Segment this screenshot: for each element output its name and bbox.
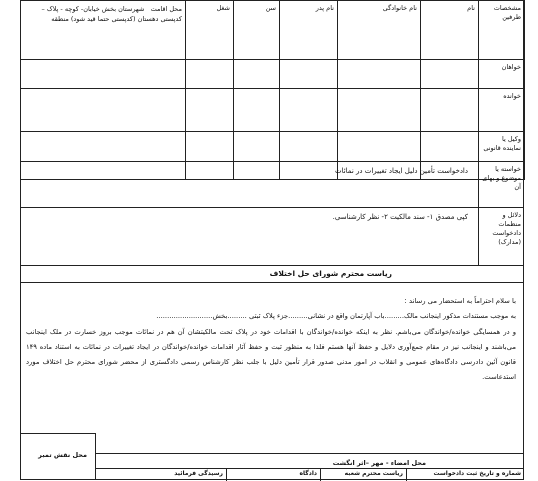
body-paragraph-1: به موجب مستندات مذکور اینجانب مالک.........باب آپارتمان واقع در نشانی.........جزء پلاک ثبتی .........بخش..........................: [156, 312, 516, 321]
evidence-value: کپی مصدق ۱- سند مالکیت ۲- نظر کارشناسی.: [332, 213, 468, 221]
footer-review: رسیدگی فرمائید: [174, 470, 223, 477]
page-title-box: [20, 265, 524, 283]
table-cell[interactable]: [338, 89, 421, 132]
body-paragraph-2: و در همسایگی خوانده/خواندگان می‌باشم. نظر به اینکه خوانده/خواندگان با اقدامات خود در پلاک تحت مالکیتشان آن هم در نمائات موجب بروز خسارت در ملک اینجانب می‌باشند و اینجانب نیز در مقام جمع‌آوری دلایل و حفظ آنها هستم فلذا به منظور ثبت و حفظ آثار اقدامات خوانده/خواندگان در ایجاد تغییرات در نمائات به استناد ماده ۱۴۹ قانون آئین دادرسی دادگاه‌های عمومی و انقلاب در امور مدنی صدور قرار تأمین دلیل با جلب نظر کارشناس رسمی دادگستری از محضر شورای محترم حل اختلاف مورد استدعاست.: [26, 327, 516, 382]
subject-section: [20, 161, 524, 207]
header-residence-label: محل اقامت: [150, 5, 182, 13]
petition-body: [26, 294, 516, 386]
table-cell[interactable]: [421, 89, 479, 132]
evidence-section: [20, 207, 524, 265]
table-cell[interactable]: [186, 60, 234, 89]
header-father: نام پدر: [280, 1, 338, 60]
table-cell[interactable]: [21, 89, 186, 132]
header-family: نام خانوادگی: [338, 1, 421, 60]
parties-table: [20, 0, 525, 180]
table-cell[interactable]: [234, 89, 280, 132]
table-cell[interactable]: [21, 60, 186, 89]
table-cell[interactable]: [421, 60, 479, 89]
table-cell[interactable]: [338, 60, 421, 89]
footer-branch: ریاست محترم شعبه: [320, 469, 406, 481]
table-cell[interactable]: [234, 60, 280, 89]
header-job: شغل: [186, 1, 234, 60]
header-address: شهرستان بخش خیابان- کوچه - پلاک – کدپستی دهستان (کدپستی حتما قید شود) منطقه: [41, 5, 182, 24]
table-row: [21, 89, 525, 132]
header-name: نام: [421, 1, 479, 60]
table-cell[interactable]: [186, 89, 234, 132]
stamp-label: محل نقش تمبر: [38, 451, 87, 459]
evidence-label: دلائل و منظمات دادخواست (مدارک): [478, 208, 524, 265]
table-cell[interactable]: [280, 60, 338, 89]
subject-label: خواسته یا موضوع و بهای آن: [478, 162, 524, 207]
row-label-defendant: خوانده: [479, 89, 525, 132]
page-title: ریاست محترم شورای حل اختلاف: [269, 269, 392, 278]
stamp-box: [20, 433, 96, 480]
footer-court: دادگاه: [226, 469, 320, 481]
header-parties: مشخصات طرفین: [479, 1, 525, 60]
row-label-lawyer: وکیل یا نماینده قانونی: [479, 132, 525, 180]
footer-row: [96, 468, 524, 480]
body-greeting: با سلام احتراماً به استحضار می رساند :: [404, 297, 516, 305]
footer-registration: شماره و تاریخ ثبت دادخواست: [406, 469, 524, 481]
signature-label: محل امضاء - مهر –اثر انگشت: [332, 459, 426, 467]
header-age: سن: [234, 1, 280, 60]
table-header-row: [21, 1, 525, 60]
table-row: [21, 60, 525, 89]
table-cell[interactable]: [280, 89, 338, 132]
header-residence: [21, 1, 186, 60]
row-label-plaintiff: خواهان: [479, 60, 525, 89]
subject-value: دادخواست تأمین دلیل ایجاد تغییرات در نمائات: [335, 167, 468, 175]
